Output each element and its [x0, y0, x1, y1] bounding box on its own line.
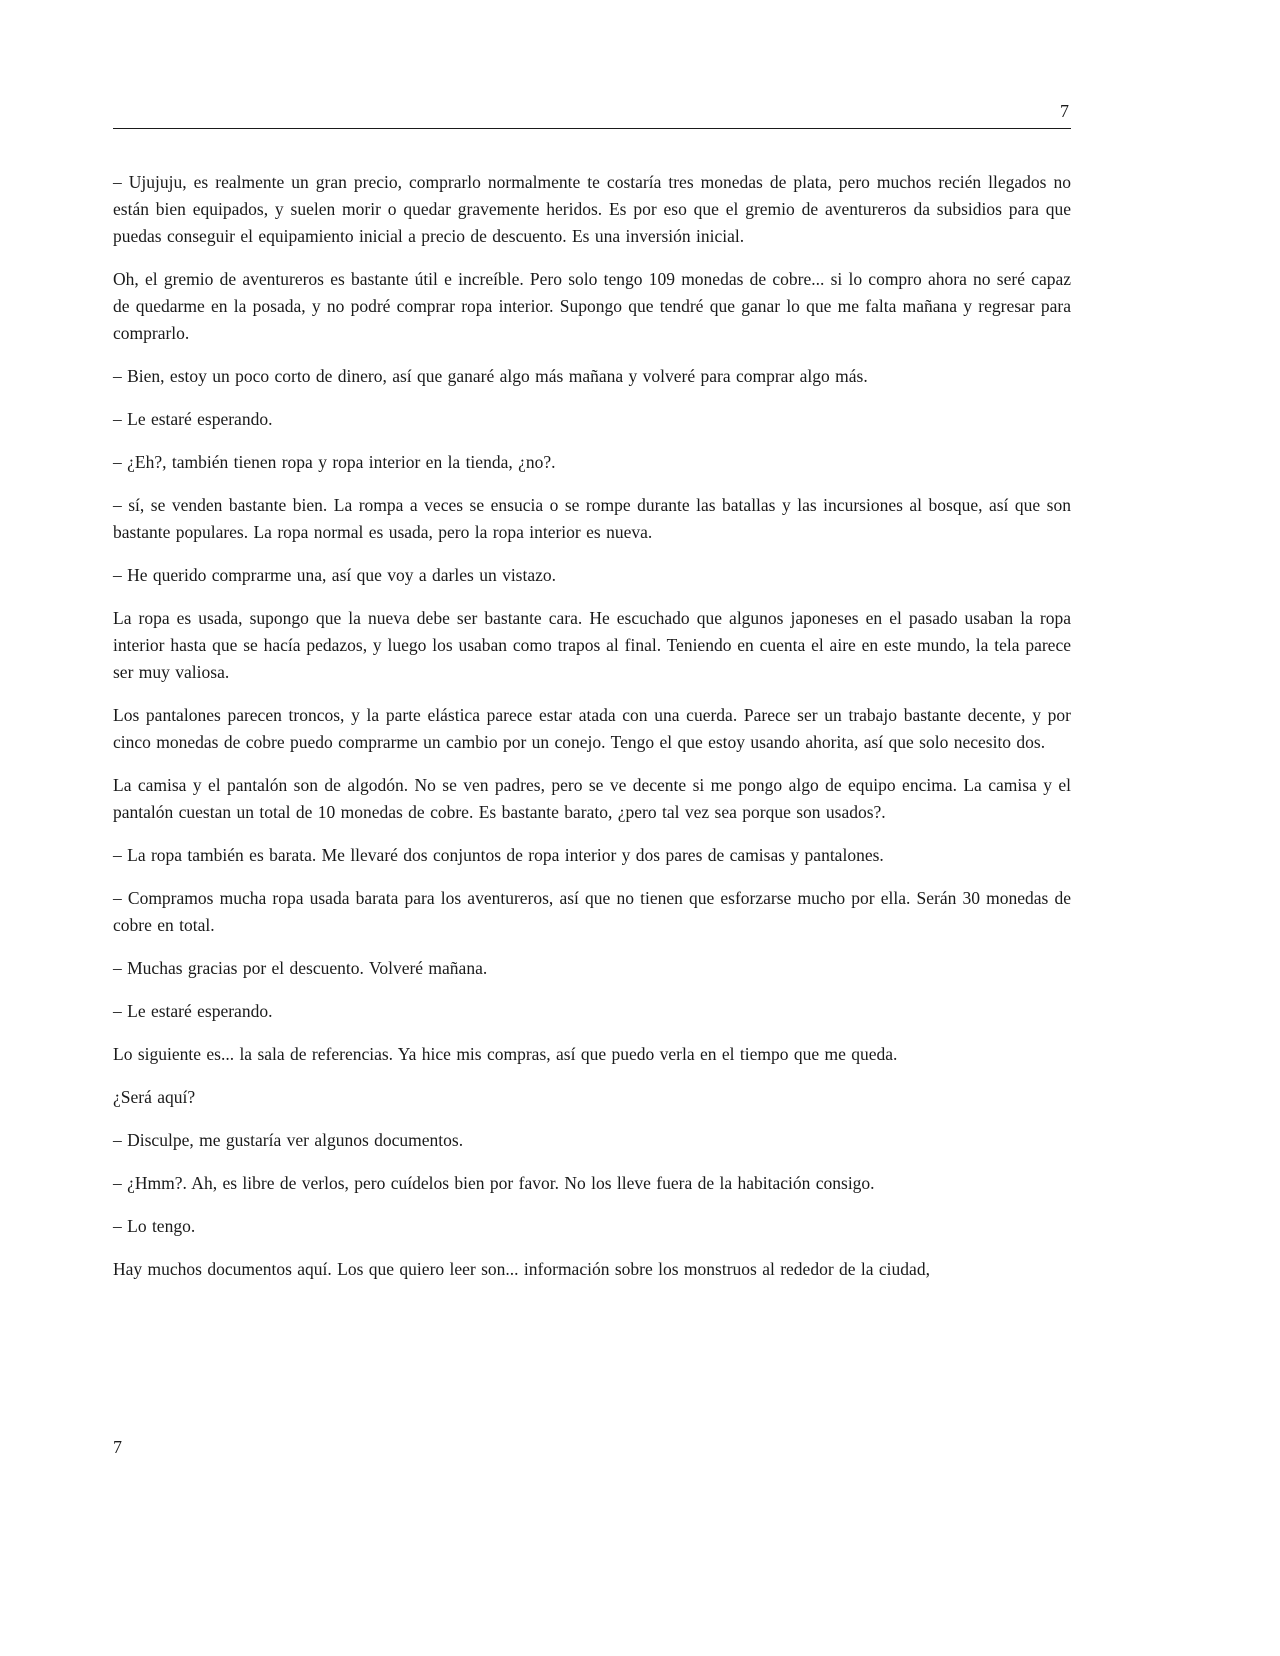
paragraph: – Muchas gracias por el descuento. Volveré mañana.	[113, 958, 488, 978]
paragraph: Los pantalones parecen troncos, y la parte elástica parece estar atada con una cuerda. Parece ser un trabajo bastante decente, y por cinco monedas de cobre puedo comprarme un cambio por un conejo. Tengo el que estoy usando ahorita, así que solo necesito dos.	[113, 705, 1071, 752]
page-body	[113, 169, 1071, 1283]
page-content	[113, 100, 1071, 1299]
paragraph: – ¿Eh?, también tienen ropa y ropa interior en la tienda, ¿no?.	[113, 452, 556, 472]
paragraph: – Ujujuju, es realmente un gran precio, comprarlo normalmente te costaría tres monedas de plata, pero muchos recién llegados no están bien equipados, y suelen morir o quedar gravemente heridos. Es por eso que el gremio de aventureros da subsidios para que puedas conseguir el equipamiento inicial a precio de descuento. Es una inversión inicial.	[113, 172, 1071, 246]
paragraph: ¿Será aquí?	[113, 1087, 196, 1107]
paragraph: – Disculpe, me gustaría ver algunos documentos.	[113, 1130, 464, 1150]
page-header	[113, 100, 1071, 129]
footer-page-number: 7	[113, 1437, 122, 1457]
paragraph: – Le estaré esperando.	[113, 409, 273, 429]
paragraph: La ropa es usada, supongo que la nueva debe ser bastante cara. He escuchado que algunos japoneses en el pasado usaban la ropa interior hasta que se hacía pedazos, y luego los usaban como trapos al final. Teniendo en cuenta el aire en este mundo, la tela parece ser muy valiosa.	[113, 608, 1071, 682]
header-page-number: 7	[1060, 101, 1069, 121]
paragraph: – He querido comprarme una, así que voy a darles un vistazo.	[113, 565, 557, 585]
paragraph: – Compramos mucha ropa usada barata para los aventureros, así que no tienen que esforzarse mucho por ella. Serán 30 monedas de cobre en total.	[113, 888, 1071, 935]
header-rule	[113, 128, 1071, 129]
paragraph: La camisa y el pantalón son de algodón. No se ven padres, pero se ve decente si me pongo algo de equipo encima. La camisa y el pantalón cuestan un total de 10 monedas de cobre. Es bastante barato, ¿pero tal vez sea porque son usados?.	[113, 775, 1071, 822]
paragraph: – Bien, estoy un poco corto de dinero, así que ganaré algo más mañana y volveré para comprar algo más.	[113, 366, 868, 386]
paragraph: – La ropa también es barata. Me llevaré dos conjuntos de ropa interior y dos pares de camisas y pantalones.	[113, 845, 884, 865]
paragraph: – Le estaré esperando.	[113, 1001, 273, 1021]
paragraph: – Lo tengo.	[113, 1216, 196, 1236]
paragraph: Hay muchos documentos aquí. Los que quiero leer son... información sobre los monstruos al rededor de la ciudad,	[113, 1259, 930, 1279]
paragraph: – ¿Hmm?. Ah, es libre de verlos, pero cuídelos bien por favor. No los lleve fuera de la habitación consigo.	[113, 1173, 875, 1193]
paragraph: Lo siguiente es... la sala de referencias. Ya hice mis compras, así que puedo verla en el tiempo que me queda.	[113, 1044, 898, 1064]
paragraph: Oh, el gremio de aventureros es bastante útil e increíble. Pero solo tengo 109 monedas de cobre... si lo compro ahora no seré capaz de quedarme en la posada, y no podré comprar ropa interior. Supongo que tendré que ganar lo que me falta mañana y regresar para comprarlo.	[113, 269, 1071, 343]
paragraph: – sí, se venden bastante bien. La rompa a veces se ensucia o se rompe durante las batallas y las incursiones al bosque, así que son bastante populares. La ropa normal es usada, pero la ropa interior es nueva.	[113, 495, 1071, 542]
